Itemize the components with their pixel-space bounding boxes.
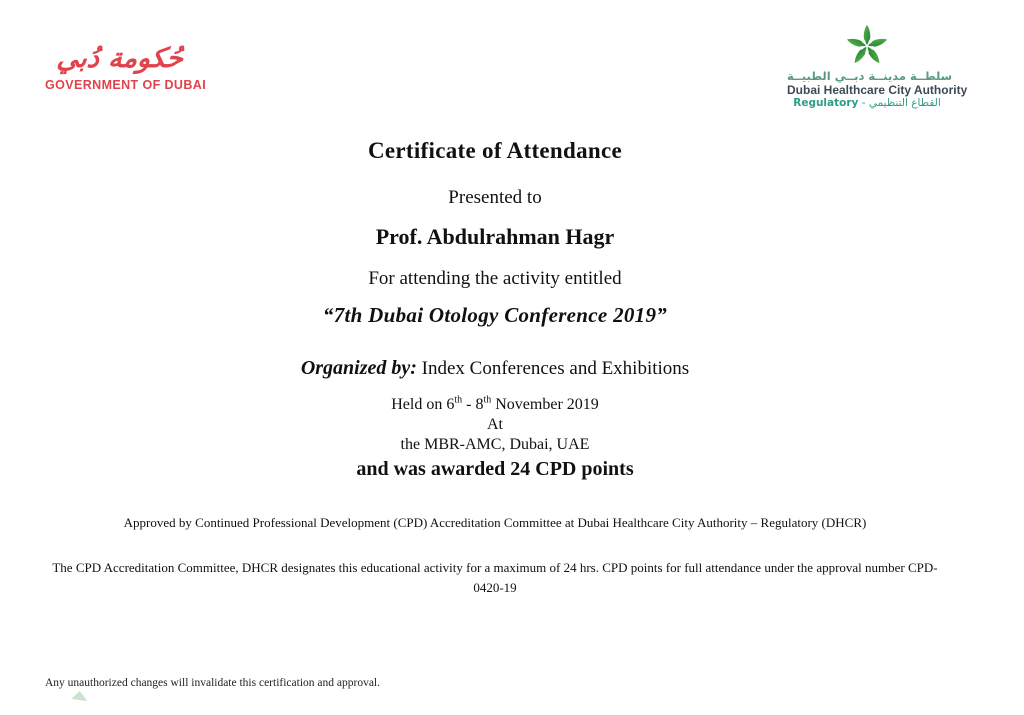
footer-disclaimer: Any unauthorized changes will invalidate this certification and approval. [45, 677, 380, 689]
event-details-block [0, 395, 990, 455]
designation-line1: The CPD Accreditation Committee, DHCR designates this educational activity for a maximum of 24 hrs. CPD points for full attendance under the approval number CPD- [52, 560, 938, 575]
dhca-regulatory-line [787, 97, 947, 110]
held-on-sup1: th [454, 394, 463, 406]
five-petal-flower-icon [844, 24, 890, 68]
attending-line: For attending the activity entitled [368, 268, 622, 289]
recipient-name: Prof. Abdulrahman Hagr [375, 224, 615, 249]
held-on-sup2: th [483, 394, 492, 406]
held-on-line [0, 395, 990, 415]
held-on-prefix: Held on 6 [391, 396, 455, 413]
dhca-arabic-name: سلطــة مدينــة دبــي الطبيــة [787, 69, 953, 83]
designation-paragraph [0, 558, 990, 598]
dhca-regulatory-sep: - [858, 97, 869, 110]
certificate-body [0, 138, 990, 598]
gov-dubai-calligraphy-icon: حُكومة دُبي [55, 43, 185, 74]
held-on-suffix: November 2019 [491, 396, 599, 413]
dhca-regulatory-en: Regulatory [793, 97, 859, 110]
approved-by-line: Approved by Continued Professional Development (CPD) Accreditation Committee at Dubai Healthcare City Authority – Regulatory (DHCR) [123, 515, 867, 530]
certificate-header [0, 0, 1024, 112]
stamp-artifact [71, 690, 88, 701]
dhca-regulatory-ar: القطاع التنظيمي [868, 97, 941, 110]
organized-by-label: Organized by: [300, 357, 417, 379]
presented-to-line: Presented to [448, 187, 542, 208]
government-of-dubai-logo [45, 43, 207, 92]
held-on-middle: - 8 [462, 396, 484, 413]
organizer-name: Index Conferences and Exhibitions [416, 358, 690, 379]
gov-dubai-label: GOVERNMENT OF DUBAI [45, 77, 207, 92]
awarded-points-line: and was awarded 24 CPD points [356, 458, 634, 480]
venue-line: the MBR-AMC, Dubai, UAE [400, 436, 590, 453]
activity-title: “7th Dubai Otology Conference 2019” [322, 303, 668, 327]
dhca-logo [787, 24, 968, 110]
organized-by-line [0, 357, 990, 380]
dhca-english-name: Dubai Healthcare City Authority [787, 82, 968, 97]
certificate-title: Certificate of Attendance [367, 138, 623, 163]
at-line: At [487, 416, 503, 433]
designation-line2: 0420-19 [473, 580, 517, 595]
